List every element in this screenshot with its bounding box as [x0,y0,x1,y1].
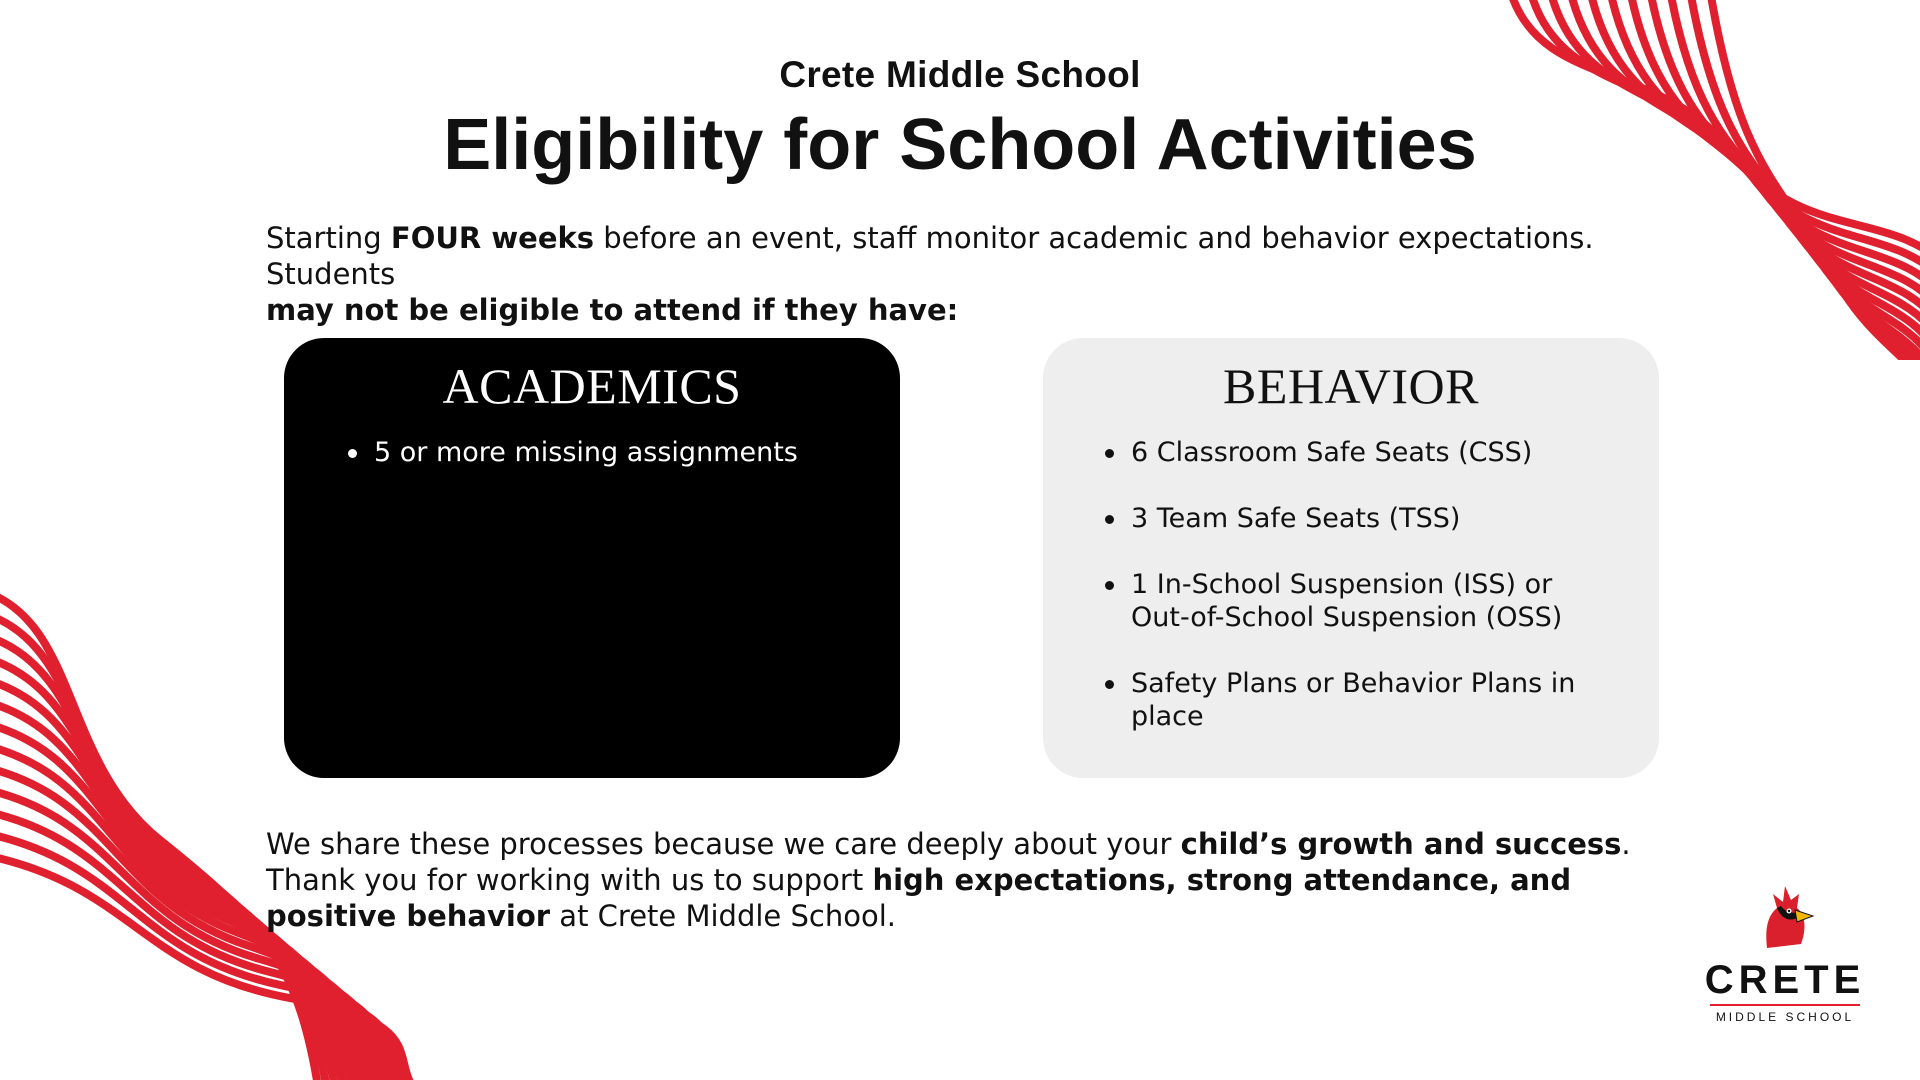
logo-name: CRETE [1704,958,1866,1002]
bullet-icon [1105,680,1114,689]
bullet-icon [1105,449,1114,458]
academics-list [284,436,900,469]
intro-text-2: before an event, staff monitor academic and behavior expectations. Students [266,221,1594,291]
list-item [1103,436,1581,469]
logo-divider [1710,1004,1860,1006]
page-title: Eligibility for School Activities [443,105,1477,185]
list-item-text: 3 Team Safe Seats (TSS) [1131,503,1461,534]
list-item [1103,502,1581,535]
intro-text-1: Starting [266,221,391,255]
behavior-title: BEHAVIOR [1223,358,1479,414]
academics-title: ACADEMICS [442,358,742,414]
bullet-icon [1105,581,1114,590]
bullet-icon [1105,515,1114,524]
closing-text-1: We share these processes because we care deeply about your [266,827,1181,861]
behavior-list [1043,436,1659,733]
list-item-text: 5 or more missing assignments [374,437,798,468]
closing-text-3: at Crete Middle School. [550,899,896,933]
intro-bold-2: may not be eligible to attend if they have: [266,293,959,327]
list-item [1103,568,1581,634]
cardinal-icon [1747,878,1823,954]
school-name: Crete Middle School [779,54,1141,95]
closing-paragraph [266,826,1666,934]
academics-panel [284,338,900,778]
list-item-text: Safety Plans or Behavior Plans in place [1131,668,1576,732]
closing-bold-1: child’s growth and success [1180,827,1622,861]
list-item [1103,667,1581,733]
intro-bold-1: FOUR weeks [390,221,595,255]
closing-bold-2: high expectations, strong attendance, and positive behavior [266,863,1572,933]
behavior-panel [1043,338,1659,778]
logo-subtitle: MIDDLE SCHOOL [1715,1010,1855,1024]
list-item-text: 6 Classroom Safe Seats (CSS) [1131,437,1533,468]
list-item-text: 1 In-School Suspension (ISS) or Out-of-School Suspension (OSS) [1131,569,1563,633]
header [0,52,1920,190]
intro-paragraph [266,220,1666,328]
closing-text-2: . Thank you for working with us to support [266,827,1631,897]
list-item [346,436,824,469]
school-logo [1700,878,1870,1024]
bullet-icon [348,449,357,458]
